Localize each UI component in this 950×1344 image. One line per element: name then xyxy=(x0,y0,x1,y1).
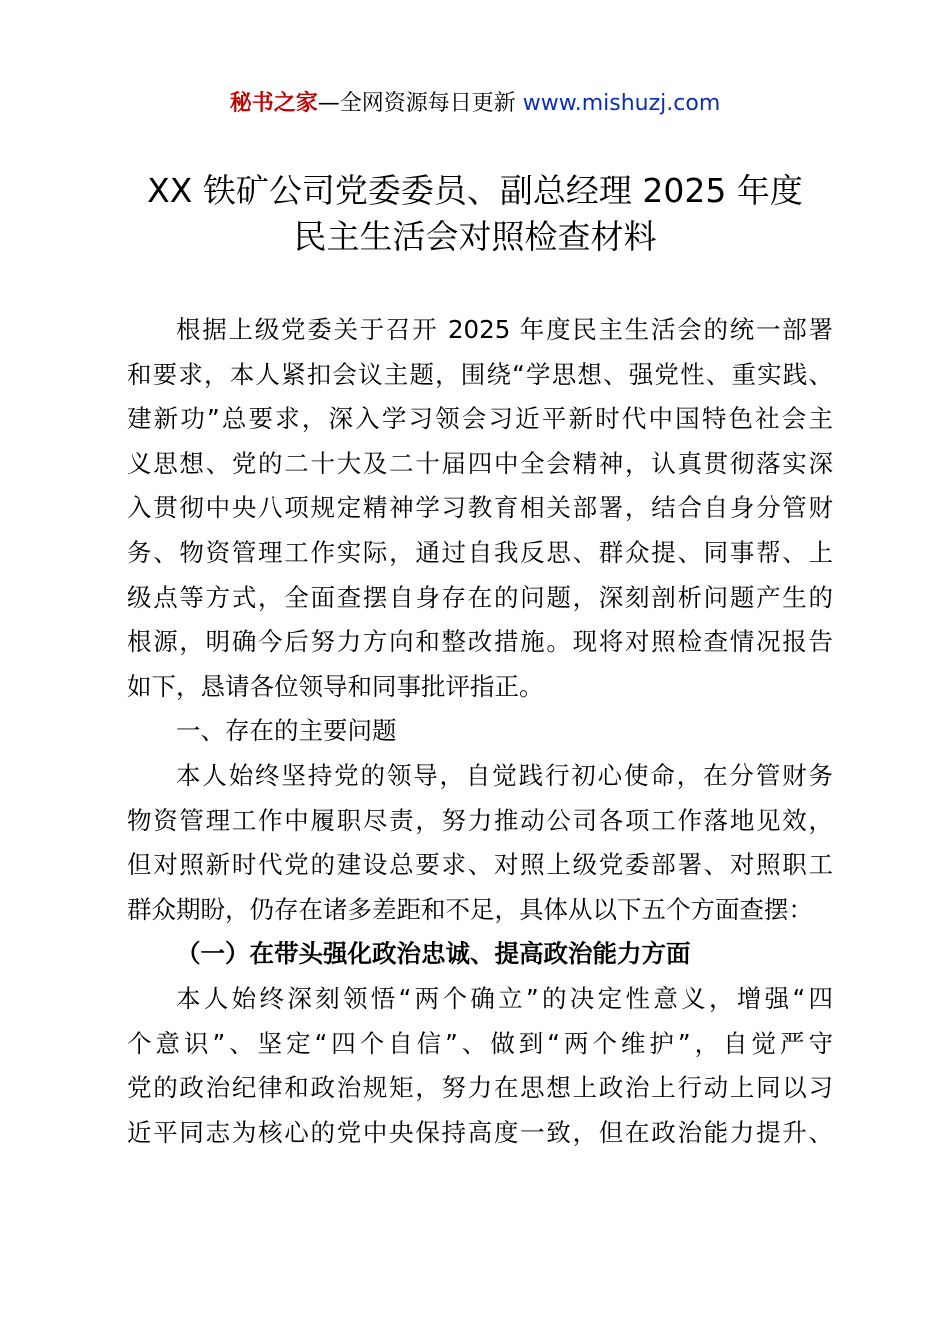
paragraph-line: 物资管理工作中履职尽责，努力推动公司各项工作落地见效， xyxy=(127,805,833,835)
paragraph-line: 入贯彻中央八项规定精神学习教育相关部署，结合自身分管财 xyxy=(127,493,833,523)
site-url-link[interactable]: www.mishuzj.com xyxy=(522,91,721,116)
site-header xyxy=(0,88,950,120)
title-line-1: XX 铁矿公司党委委员、副总经理 2025 年度 xyxy=(147,171,803,210)
brand-name: 秘书之家 xyxy=(229,91,318,116)
paragraph-line: 但对照新时代党的建设总要求、对照上级党委部署、对照职工 xyxy=(127,850,833,880)
paragraph-line: 如下，恳请各位领导和同事批评指正。 xyxy=(127,671,544,701)
header-tagline: —全网资源每日更新 xyxy=(317,91,523,116)
section-heading: 一、存在的主要问题 xyxy=(176,716,397,746)
paragraph-line: 义思想、党的二十大及二十届四中全会精神，认真贯彻落实深 xyxy=(127,448,833,478)
paragraph-line: 和要求，本人紧扣会议主题，围绕“学思想、强党性、重实践、 xyxy=(127,359,833,389)
paragraph-line: 本人始终深刻领悟“两个确立”的决定性意义，增强“四 xyxy=(176,983,833,1013)
paragraph-line: 务、物资管理工作实际，通过自我反思、群众提、同事帮、上 xyxy=(127,537,833,567)
paragraph-line: 个意识”、坚定“四个自信”、做到“两个维护”，自觉严守 xyxy=(127,1028,833,1058)
document-body xyxy=(127,308,833,1155)
document-title xyxy=(60,168,890,260)
paragraph-line: 根据上级党委关于召开 2025 年度民主生活会的统一部署 xyxy=(176,315,833,344)
paragraph-line: 本人始终坚持党的领导，自觉践行初心使命，在分管财务 xyxy=(176,760,833,790)
title-line-2: 民主生活会对照检查材料 xyxy=(293,217,657,256)
paragraph-line: 根源，明确今后努力方向和整改措施。现将对照检查情况报告 xyxy=(127,627,833,657)
paragraph-line: 党的政治纪律和政治规矩，努力在思想上政治上行动上同以习 xyxy=(127,1073,833,1103)
paragraph-line: 建新功”总要求，深入学习领会习近平新时代中国特色社会主 xyxy=(127,404,833,434)
paragraph-line: 级点等方式，全面查摆自身存在的问题，深刻剖析问题产生的 xyxy=(127,582,833,612)
paragraph-line: 近平同志为核心的党中央保持高度一致，但在政治能力提升、 xyxy=(127,1117,833,1147)
paragraph-line: 群众期盼，仍存在诸多差距和不足，具体从以下五个方面查摆： xyxy=(127,894,813,924)
subsection-heading: （一）在带头强化政治忠诚、提高政治能力方面 xyxy=(176,939,691,969)
